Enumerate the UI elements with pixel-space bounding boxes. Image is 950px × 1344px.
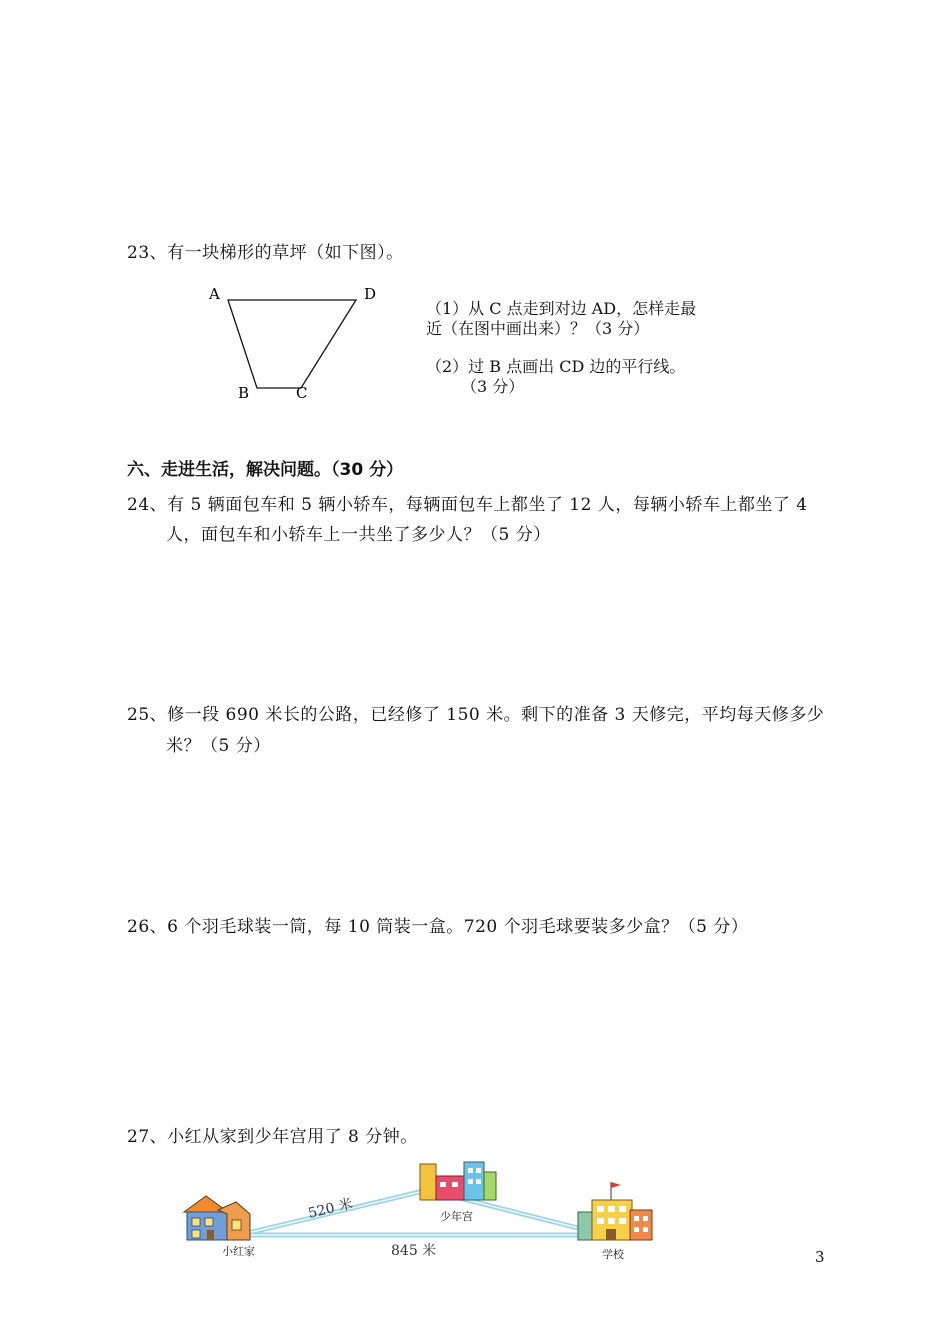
q26-line1: 26、6 个羽毛球装一筒，每 10 筒装一盒。720 个羽毛球要装多少盒？（5 分）	[127, 917, 749, 937]
q25-line2: 米？（5 分）	[166, 736, 271, 756]
q23-sub2-line2: （3 分）	[461, 377, 525, 396]
q24-line2: 人，面包车和小轿车上一共坐了多少人？（5 分）	[166, 525, 551, 545]
q23-sub2-line1: （2）过 B 点画出 CD 边的平行线。	[426, 357, 686, 376]
palace-label: 少年宫	[440, 1210, 473, 1223]
q27-line1: 27、小红从家到少年宫用了 8 分钟。	[127, 1127, 418, 1147]
q24-line1: 24、有 5 辆面包车和 5 辆小轿车，每辆面包车上都坐了 12 人，每辆小轿车上都坐了 4	[127, 495, 808, 515]
section-6-title: 六、走进生活，解决问题。（30 分）	[127, 460, 404, 480]
q25-line1: 25、修一段 690 米长的公路，已经修了 150 米。剩下的准备 3 天修完，平均每天修多少	[127, 705, 825, 725]
trapezoid-shape	[228, 300, 356, 388]
q23-title: 23、有一块梯形的草坪（如下图）。	[127, 243, 404, 263]
point-b-label: B	[238, 384, 250, 402]
point-d-label: D	[364, 285, 377, 303]
q23-sub1-line1: （1）从 C 点走到对边 AD，怎样走最	[426, 299, 697, 318]
home-label: 小红家	[222, 1245, 255, 1258]
school-label: 学校	[602, 1248, 624, 1261]
distance-home-school: 845 米	[391, 1243, 437, 1259]
page-number: 3	[815, 1248, 825, 1266]
point-a-label: A	[209, 285, 220, 303]
q23-sub1-line2: 近（在图中画出来）？（3 分）	[426, 319, 650, 338]
trapezoid-figure	[195, 280, 395, 405]
distance-home-palace: 520 米	[306, 1196, 355, 1222]
point-c-label: C	[296, 384, 308, 402]
route-map	[178, 1152, 678, 1264]
